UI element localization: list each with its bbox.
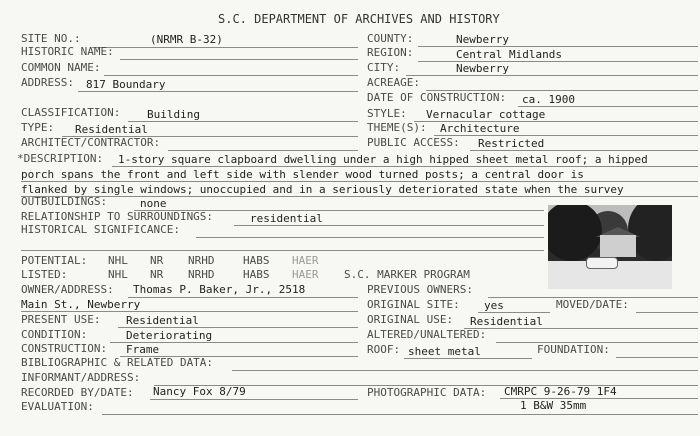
description-line-2: porch spans the front and left side with slender wood turned posts; a central door is <box>21 168 584 181</box>
present-use-label: PRESENT USE: <box>21 313 101 326</box>
relationship-label: RELATIONSHIP TO SURROUNDINGS: <box>21 210 214 223</box>
relationship-value: residential <box>250 212 323 225</box>
original-site-label: ORIGINAL SITE: <box>367 298 460 311</box>
classification-label: CLASSIFICATION: <box>21 106 121 119</box>
address-value: 817 Boundary <box>86 78 166 91</box>
acreage-label: ACREAGE: <box>367 76 420 89</box>
potential-option-nr: NR <box>150 254 164 267</box>
photographic-data-value-2: 1 B&W 35mm <box>520 399 587 412</box>
photographic-data-value: CMRPC 9-26-79 1F4 <box>504 385 617 398</box>
moved-date-label: MOVED/DATE: <box>556 298 629 311</box>
recorded-by-value: Nancy Fox 8/79 <box>153 385 246 398</box>
potential-label: POTENTIAL: <box>21 254 88 267</box>
altered-label: ALTERED/UNALTERED: <box>367 328 487 341</box>
construction-label: CONSTRUCTION: <box>21 342 108 355</box>
city-label: CITY: <box>367 61 401 74</box>
listed-label: LISTED: <box>21 268 68 281</box>
classification-value: Building <box>147 108 200 121</box>
marker-program-heading: S.C. MARKER PROGRAM <box>344 268 470 281</box>
previous-owners-label: PREVIOUS OWNERS: <box>367 283 473 296</box>
type-value: Residential <box>75 123 148 136</box>
original-use-label: ORIGINAL USE: <box>367 313 454 326</box>
roof-label: ROOF: <box>367 343 401 356</box>
card-header: S.C. DEPARTMENT OF ARCHIVES AND HISTORY <box>218 12 500 26</box>
county-label: COUNTY: <box>367 32 414 45</box>
listed-option-haer: HAER <box>292 268 319 281</box>
historical-significance-label: HISTORICAL SIGNIFICANCE: <box>21 223 180 236</box>
outbuildings-value: none <box>140 197 167 210</box>
original-site-value: yes <box>484 299 504 312</box>
common-name-label: COMMON NAME: <box>21 61 101 74</box>
themes-value: Architecture <box>440 122 520 135</box>
potential-option-haer: HAER <box>292 254 319 267</box>
potential-option-nhl: NHL <box>108 254 128 267</box>
description-line-3: flanked by single windows; unoccupied and in a seriously deteriorated state when the survey <box>21 183 624 196</box>
architect-label: ARCHITECT/CONTRACTOR: <box>21 136 161 149</box>
site-no-label: SITE NO.: <box>21 32 81 45</box>
informant-label: INFORMANT/ADDRESS: <box>21 371 141 384</box>
construction-value: Frame <box>126 343 160 356</box>
public-access-label: PUBLIC ACCESS: <box>367 136 460 149</box>
listed-option-nrhd: NRHD <box>188 268 215 281</box>
historic-name-label: HISTORIC NAME: <box>21 45 114 58</box>
style-label: STYLE: <box>367 107 407 120</box>
date-of-construction-label: DATE OF CONSTRUCTION: <box>367 91 507 104</box>
listed-option-habs: HABS <box>243 268 270 281</box>
potential-option-habs: HABS <box>243 254 270 267</box>
recorded-by-label: RECORDED BY/DATE: <box>21 386 134 399</box>
date-of-construction-value: ca. 1900 <box>522 93 575 106</box>
foundation-label: FOUNDATION: <box>537 343 610 356</box>
present-use-value: Residential <box>126 314 199 327</box>
potential-option-nrhd: NRHD <box>188 254 215 267</box>
owner-address-value: Thomas P. Baker, Jr., 2518 <box>133 283 306 296</box>
roof-value: sheet metal <box>408 345 481 358</box>
county-value: Newberry <box>456 33 509 46</box>
outbuildings-label: OUTBUILDINGS: <box>21 195 108 208</box>
listed-option-nhl: NHL <box>108 268 128 281</box>
region-value: Central Midlands <box>456 48 562 61</box>
evaluation-label: EVALUATION: <box>21 400 94 413</box>
description-line-1: 1-story square clapboard dwelling under a high hipped sheet metal roof; a hipped <box>118 153 648 166</box>
original-use-value: Residential <box>470 315 543 328</box>
themes-label: THEME(S): <box>367 121 427 134</box>
condition-label: CONDITION: <box>21 328 88 341</box>
type-label: TYPE: <box>21 121 55 134</box>
site-photograph <box>548 205 672 289</box>
listed-option-nr: NR <box>150 268 164 281</box>
bibliographic-label: BIBLIOGRAPHIC & RELATED DATA: <box>21 356 214 369</box>
description-label: *DESCRIPTION: <box>17 152 104 165</box>
condition-value: Deteriorating <box>126 329 213 342</box>
owner-address-value-2: Main St., Newberry <box>21 298 141 311</box>
style-value: Vernacular cottage <box>426 108 546 121</box>
photographic-data-label: PHOTOGRAPHIC DATA: <box>367 386 487 399</box>
public-access-value: Restricted <box>478 137 545 150</box>
region-label: REGION: <box>367 46 414 59</box>
owner-address-label: OWNER/ADDRESS: <box>21 283 114 296</box>
address-label: ADDRESS: <box>21 76 74 89</box>
site-no-value: (NRMR B-32) <box>150 33 223 46</box>
city-value: Newberry <box>456 62 509 75</box>
